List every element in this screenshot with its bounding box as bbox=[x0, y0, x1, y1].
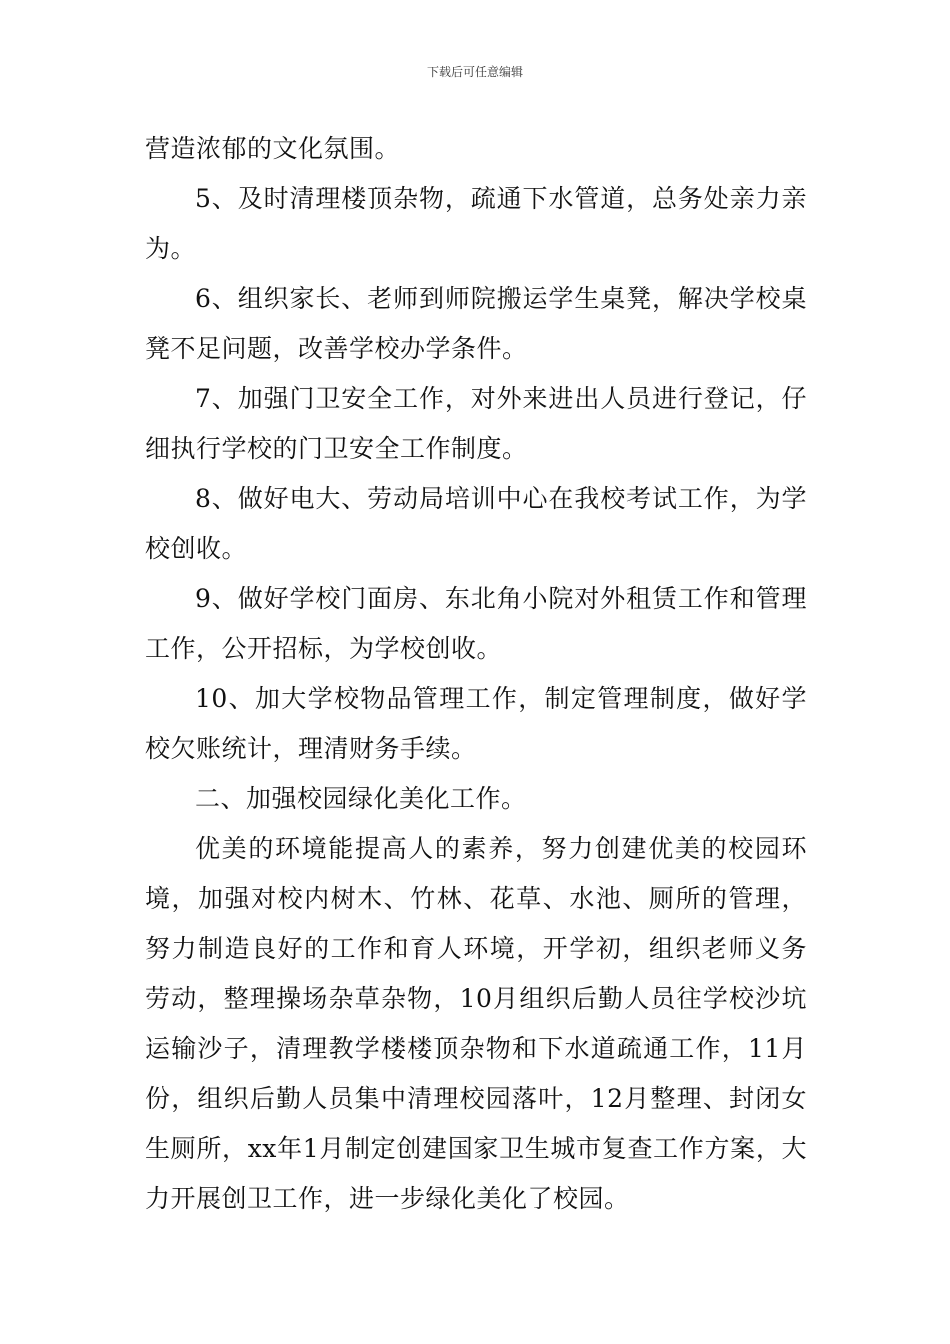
paragraph-item-9: 9、做好学校门面房、东北角小院对外租赁工作和管理工作，公开招标，为学校创收。 bbox=[145, 584, 807, 663]
paragraph-item-10: 10、加大学校物品管理工作，制定管理制度，做好学校欠账统计，理清财务手续。 bbox=[145, 684, 807, 763]
paragraph-item-8: 8、做好电大、劳动局培训中心在我校考试工作，为学校创收。 bbox=[145, 484, 807, 563]
section-heading-greening: 二、加强校园绿化美化工作。 bbox=[195, 784, 527, 813]
paragraph-continuation: 营造浓郁的文化氛围。 bbox=[145, 134, 401, 163]
paragraph-item-5: 5、及时清理楼顶杂物，疏通下水管道，总务处亲力亲为。 bbox=[145, 184, 807, 263]
paragraph-item-7: 7、加强门卫安全工作，对外来进出人员进行登记，仔细执行学校的门卫安全工作制度。 bbox=[145, 384, 807, 463]
paragraph-greening-details: 优美的环境能提高人的素养，努力创建优美的校园环境，加强对校内树木、竹林、花草、水池、厕所的管理，努力制造良好的工作和育人环境，开学初，组织老师义务劳动，整理操场杂草杂物，10月组织后勤人员往学校沙坑运输沙子，清理教学楼楼顶杂物和下水道疏通工作，11月份，组织后勤人员集中清理校园落叶，12月整理、封闭女生厕所，xx年1月制定创建国家卫生城市复查工作方案，大力开展创卫工作，进一步绿化美化了校园。 bbox=[145, 834, 807, 1213]
paragraph-item-6: 6、组织家长、老师到师院搬运学生桌凳，解决学校桌凳不足问题，改善学校办学条件。 bbox=[145, 284, 807, 363]
document-body bbox=[145, 124, 807, 1224]
page-header-note: 下载后可任意编辑 bbox=[426, 65, 523, 79]
